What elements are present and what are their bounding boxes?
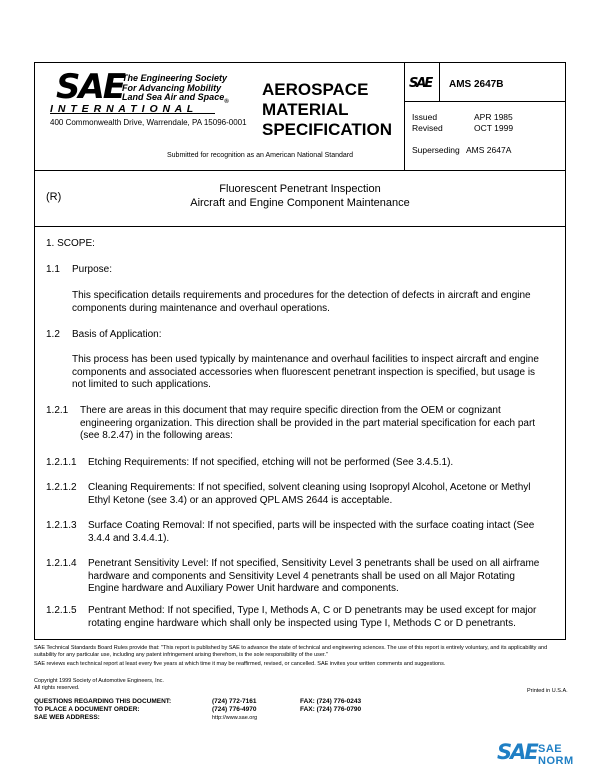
org-line-2: For Advancing Mobility bbox=[122, 82, 222, 93]
logo-rule bbox=[50, 113, 215, 114]
footer-copyright: Copyright 1999 Society of Automotive Engineers, Inc. bbox=[34, 678, 164, 684]
revised-date: OCT 1999 bbox=[474, 123, 514, 133]
section-1-2-1-3-number: 1.2.1.3 bbox=[46, 520, 77, 531]
questions-label: QUESTIONS REGARDING THIS DOCUMENT: bbox=[34, 698, 172, 705]
org-line-3: Land Sea Air and Space bbox=[122, 92, 225, 102]
title-divider bbox=[34, 226, 566, 227]
section-1-2-1-5-text: Pentrant Method: If not specified, Type I, Methods A, C or D penetrants may be used except for major rotating engine hardware which shall only be inspected using Type I, Methods C or D penetrants. bbox=[88, 605, 537, 629]
order-label: TO PLACE A DOCUMENT ORDER: bbox=[34, 706, 140, 713]
document-title bbox=[34, 182, 566, 210]
section-1-2-title: Basis of Application: bbox=[72, 329, 162, 340]
footer-rights: All rights reserved. bbox=[34, 685, 80, 691]
section-1-2-1-1-text: Etching Requirements: If not specified, etching will not be performed (See 3.4.5.1). bbox=[88, 457, 454, 468]
sae-norm-logo: SAE bbox=[497, 740, 537, 764]
section-1-2-1-4-number: 1.2.1.4 bbox=[46, 558, 77, 569]
section-1-1-title: Purpose: bbox=[72, 264, 113, 275]
header-divider bbox=[34, 170, 566, 171]
questions-phone: (724) 772-7161 bbox=[212, 698, 257, 705]
document-category bbox=[262, 80, 392, 140]
footer-disclaimer: SAE Technical Standards Board Rules provide that: "This report is published by SAE to advance the state of technical and engineering sciences. The use of this report is entirely voluntary, and its applicability and suitability for any particular use, including any patent infringement arising therefrom, is the sole responsibility of the user." bbox=[34, 645, 548, 658]
superseding-label: Superseding bbox=[412, 145, 460, 155]
section-1-2-1-number: 1.2.1 bbox=[46, 405, 69, 416]
title-block-line-1: Fluorescent Penetrant Inspection bbox=[219, 183, 381, 195]
section-1-1-number: 1.1 bbox=[46, 264, 60, 275]
questions-fax: FAX: (724) 776-0243 bbox=[300, 698, 362, 705]
order-phone: (724) 776-4970 bbox=[212, 706, 257, 713]
section-1-2-1-4-text: Penetrant Sensitivity Level: If not specified, Sensitivity Level 3 penetrants shall be used on all airframe hardware and components and Sensitivity Level 4 penetrants shall be used on all Major Rotating Engine hardware and Auxiliary Power Unit hardware and components. bbox=[88, 558, 540, 594]
section-1-2-1-5-number: 1.2.1.5 bbox=[46, 605, 77, 616]
section-1-2-1-3-text: Surface Coating Removal: If not specified, parts will be inspected with the surface coating intact (See 3.4.4 and 3.4.4.1). bbox=[88, 520, 535, 544]
org-address: 400 Commonwealth Drive, Warrendale, PA 15096-0001 bbox=[50, 118, 247, 127]
order-fax: FAX: (724) 776-0790 bbox=[300, 706, 362, 713]
title-line-2: MATERIAL bbox=[262, 100, 349, 119]
section-1-2-text: This process has been used typically by maintenance and overhaul facilities to inspect aircraft and engine components and associated accessories when fluorescent penetrant inspection is specified, but usage is not limited to such applications. bbox=[72, 354, 539, 390]
footer-printed: Printed in U.S.A. bbox=[527, 688, 568, 694]
title-line-3: SPECIFICATION bbox=[262, 120, 393, 139]
submitted-note: Submitted for recognition as an American National Standard bbox=[167, 152, 353, 159]
section-1-2-number: 1.2 bbox=[46, 329, 60, 340]
doc-number-divider bbox=[404, 101, 566, 102]
sae-logo: SAE bbox=[56, 67, 125, 107]
doc-logo-divider bbox=[439, 62, 440, 101]
sae-norm-text: SAE NORM bbox=[538, 743, 574, 767]
document-number: AMS 2647B bbox=[449, 79, 504, 90]
registered-mark: ® bbox=[224, 98, 229, 105]
web-label: SAE WEB ADDRESS: bbox=[34, 714, 100, 721]
section-1-2-1-text: There are areas in this document that may require specific direction from the OEM or cognizant engineering organization. This direction shall be provided in the part material specification for each part (see 8.2.47) in the following areas: bbox=[80, 405, 536, 441]
issued-date: APR 1985 bbox=[474, 112, 513, 122]
sae-small-logo: SAE bbox=[409, 76, 432, 91]
superseding-value: AMS 2647A bbox=[466, 145, 512, 155]
issued-label: Issued bbox=[412, 112, 438, 122]
revision-mark: (R) bbox=[46, 191, 62, 203]
section-1-2-1-2-number: 1.2.1.2 bbox=[46, 482, 77, 493]
org-line-1: The Engineering Society bbox=[122, 73, 228, 83]
section-1-2-1-2-text: Cleaning Requirements: If not specified, solvent cleaning using Isopropyl Alcohol, Acetone or Methyl Ethyl Ketone (see 3.4) or an approved QPL AMS 2644 is acceptable. bbox=[88, 482, 531, 506]
footer-review-note: SAE reviews each technical report at least every five years at which time it may be reaffirmed, revised, or cancelled. SAE invites your written comments and suggestions. bbox=[34, 661, 446, 667]
web-url[interactable]: http://www.sae.org bbox=[212, 715, 258, 721]
section-1-1-text: This specification details requirements and procedures for the detection of defects in aircraft and engine components during maintenance and overhaul operations. bbox=[72, 290, 531, 314]
section-1-2-1-1-number: 1.2.1.1 bbox=[46, 457, 77, 468]
revised-label: Revised bbox=[412, 123, 443, 133]
international-label: I N T E R N A T I O N A L bbox=[50, 103, 195, 115]
title-line-1: AEROSPACE bbox=[262, 80, 369, 99]
title-block-line-2: Aircraft and Engine Component Maintenance bbox=[190, 197, 410, 209]
scope-heading: 1. SCOPE: bbox=[46, 238, 95, 249]
